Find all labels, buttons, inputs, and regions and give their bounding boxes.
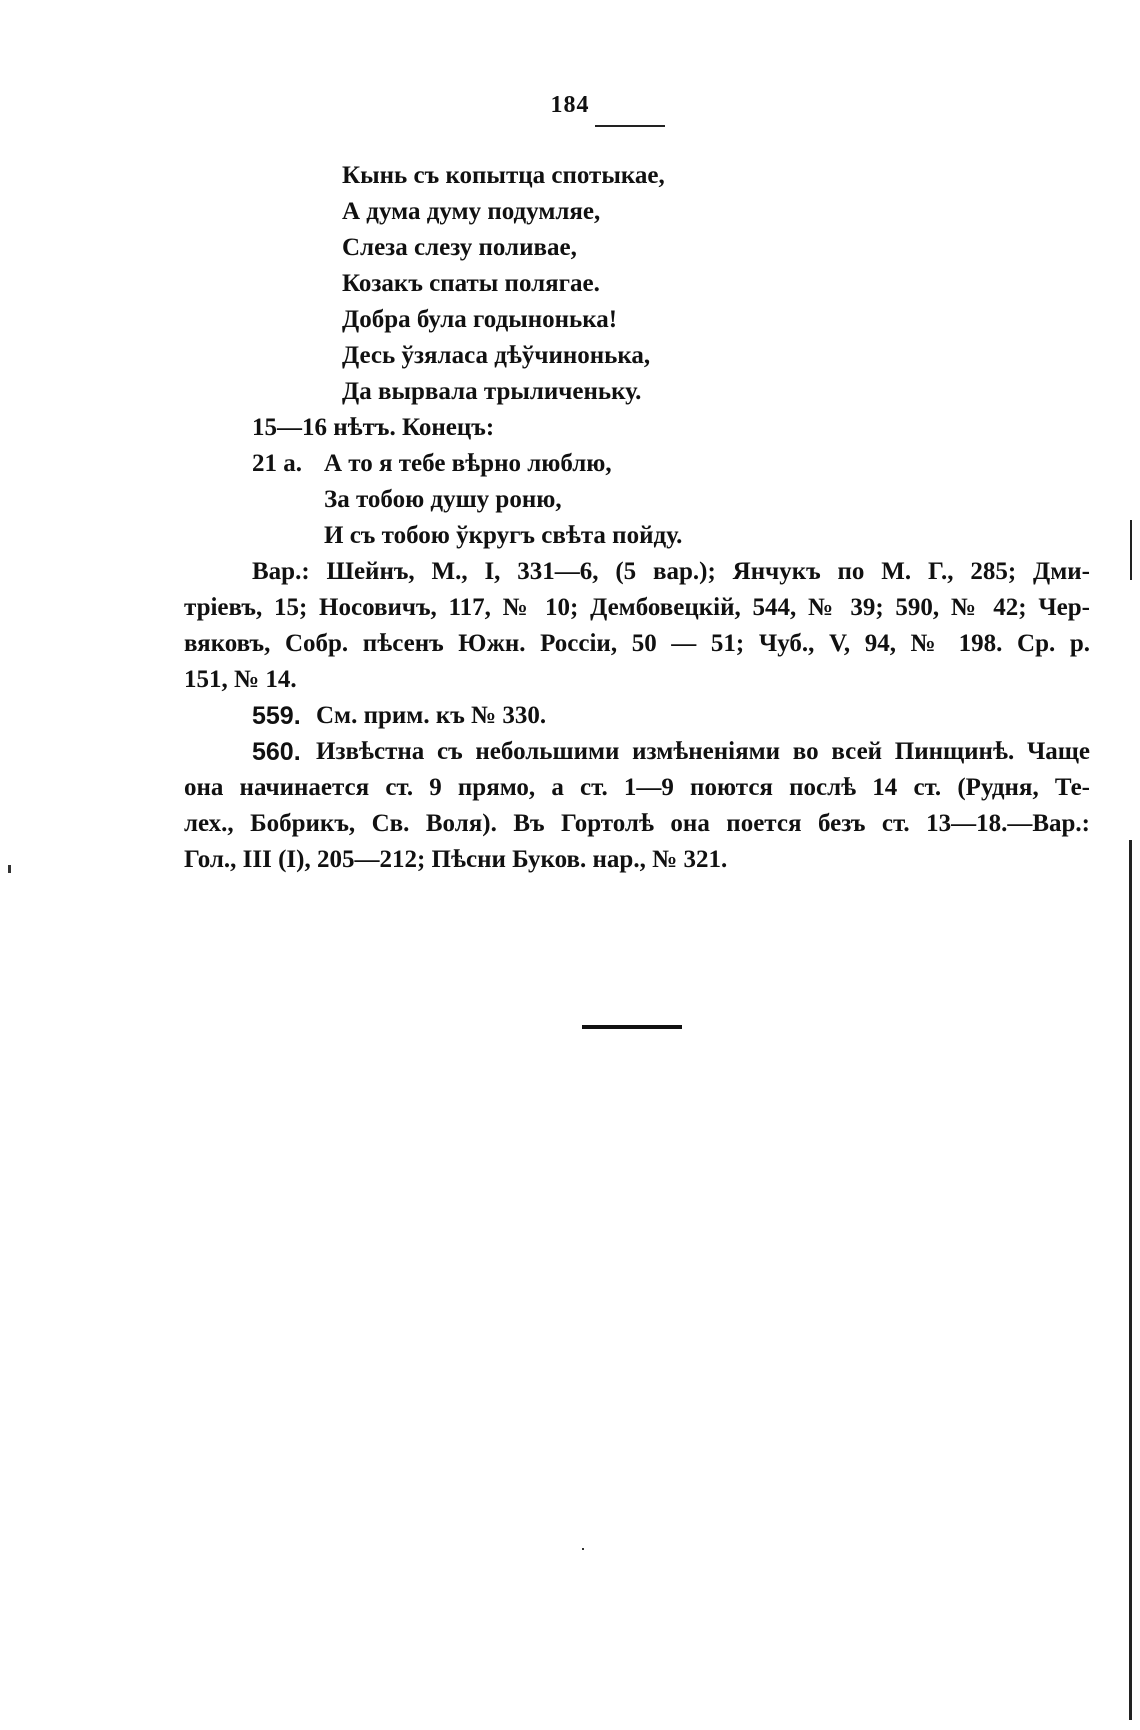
end-rule: [582, 1025, 682, 1029]
verse-line: А дума думу подумляе,: [342, 198, 601, 225]
note-560-line: лех., Бобрикъ, Св. Воля). Въ Гортолѣ она поется безъ ст. 13—18.—Вар.:: [184, 810, 1090, 837]
note-560-line: Гол., III (I), 205—212; Пѣсни Буков. нар., № 321.: [184, 846, 728, 873]
note-560-line: Извѣстна съ небольшими измѣненіями во всей Пинщинѣ. Чаще: [316, 738, 1090, 765]
speck: [8, 865, 11, 873]
page-number-rule: [595, 125, 665, 127]
variants-line: вяковъ, Собр. пѣсенъ Южн. Россіи, 50 — 51; Чуб., V, 94, № 198. Ср. р.: [184, 630, 1090, 657]
note-560-line: она начинается ст. 9 прямо, а ст. 1—9 поются послѣ 14 ст. (Рудня, Те-: [184, 774, 1090, 801]
page-edge-upper: [1130, 520, 1132, 580]
verse-line: Да вырвала трыличеньку.: [342, 378, 642, 405]
speck: [582, 1548, 584, 1550]
verse-line: И съ тобою ўкругъ свѣта пойду.: [324, 522, 683, 549]
note-15-16: 15—16 нѣтъ. Конецъ:: [252, 414, 495, 441]
note-559-number: 559.: [252, 702, 301, 730]
verse-line: Кынь съ копытца спотыкае,: [342, 162, 665, 189]
variants-line: 151, № 14.: [184, 666, 297, 693]
page-edge: [1129, 840, 1132, 1720]
verse-line: Козакъ спаты полягае.: [342, 270, 600, 297]
verse-line: За тобою душу роню,: [324, 486, 562, 513]
verse-number: 21 а.: [252, 450, 302, 477]
verse-line: Десь ўзяласа дѣўчинонька,: [342, 342, 651, 369]
note-559-text: См. прим. къ № 330.: [316, 702, 547, 729]
verse-line: Слеза слезу поливае,: [342, 234, 577, 261]
note-560-number: 560.: [252, 738, 301, 766]
page-number: 184: [550, 92, 590, 118]
variants-line: Вар.: Шейнъ, М., I, 331—6, (5 вар.); Янчукъ по М. Г., 285; Дми-: [252, 558, 1090, 585]
verse-line: А то я тебе вѣрно люблю,: [324, 450, 612, 477]
verse-line: Добра була годынонька!: [342, 306, 618, 333]
variants-line: тріевъ, 15; Носовичъ, 117, № 10; Дембовецкій, 544, № 39; 590, № 42; Чер-: [184, 594, 1090, 621]
